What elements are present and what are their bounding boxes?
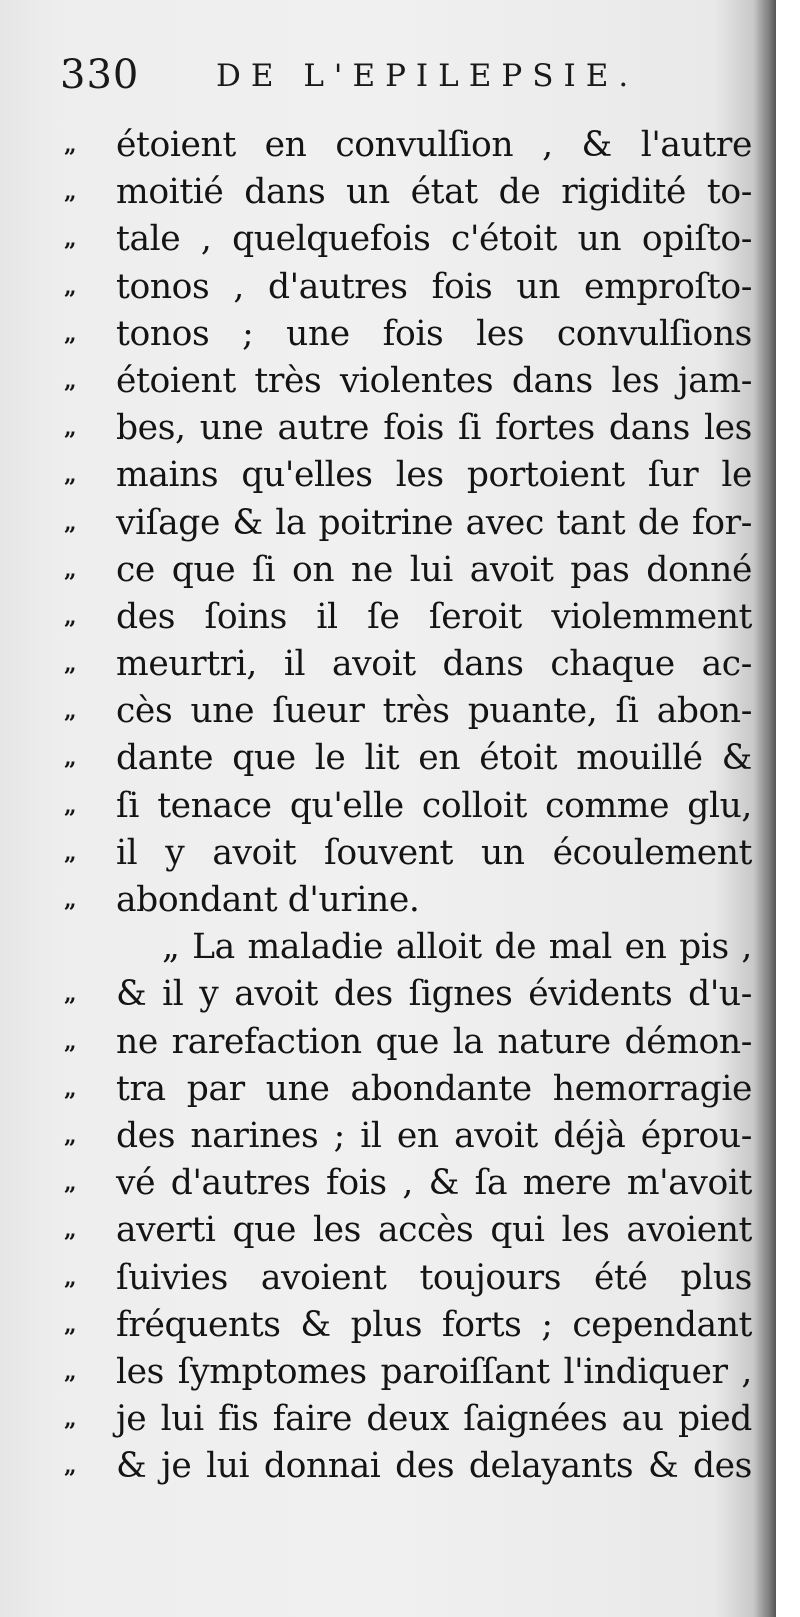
quote-mark: „ xyxy=(64,462,77,489)
line-text: & je lui donnai des delayants & des xyxy=(116,1446,752,1487)
quote-mark: „ xyxy=(64,226,77,253)
text-line xyxy=(64,1066,754,1113)
quote-mark: „ xyxy=(64,1264,77,1291)
quote-mark: „ xyxy=(64,981,77,1008)
line-text: vé d'autres fois , & ſa mere m'avoit xyxy=(116,1163,752,1204)
line-text: moitié dans un état de rigidité to- xyxy=(116,172,752,213)
quote-mark: „ xyxy=(64,179,77,206)
quote-mark: „ xyxy=(64,792,77,819)
text-line xyxy=(64,547,754,594)
line-text: ce que ſi on ne lui avoit pas donné xyxy=(116,549,752,590)
text-line xyxy=(64,1113,754,1160)
quote-mark: „ xyxy=(64,1075,77,1102)
text-line xyxy=(64,1207,754,1254)
line-text: tonos ; une fois les convulſions xyxy=(116,313,752,354)
quote-mark: „ xyxy=(64,1122,77,1149)
quote-mark: „ xyxy=(64,320,77,347)
quote-mark: „ xyxy=(64,367,77,394)
line-text: averti que les accès qui les avoient xyxy=(116,1210,752,1251)
body-text xyxy=(64,122,754,1490)
text-line xyxy=(64,971,754,1018)
line-text: des narines ; il en avoit déjà éprou- xyxy=(116,1115,752,1156)
line-text: les ſymptomes paroiſſant l'indiquer , xyxy=(116,1351,752,1392)
page-header xyxy=(60,52,750,112)
text-line xyxy=(64,594,754,641)
quote-mark: „ xyxy=(64,1358,77,1385)
quote-mark: „ xyxy=(64,651,77,678)
text-line xyxy=(64,358,754,405)
line-text: étoient en convulſion , & l'autre xyxy=(116,125,752,165)
text-line xyxy=(64,1302,754,1349)
text-line xyxy=(64,264,754,311)
quote-mark: „ xyxy=(64,698,77,725)
text-line xyxy=(64,641,754,688)
line-text: dante que le lit en étoit mouillé & xyxy=(116,738,752,779)
line-text: & il y avoit des ſignes évidents d'u- xyxy=(116,974,752,1015)
line-text: bes, une autre fois ſi fortes dans les xyxy=(116,408,752,449)
text-line xyxy=(64,877,754,924)
quote-mark: „ xyxy=(64,603,77,630)
spine-shadow xyxy=(754,0,776,1617)
quote-mark: „ xyxy=(64,1406,77,1433)
text-line xyxy=(64,830,754,877)
text-line xyxy=(64,311,754,358)
quote-mark: „ xyxy=(64,1028,77,1055)
line-text: il y avoit ſouvent un écoulement xyxy=(116,832,752,873)
quote-mark: „ xyxy=(64,556,77,583)
line-text: ſuivies avoient toujours été plus xyxy=(116,1257,752,1298)
quote-mark: „ xyxy=(64,1217,77,1244)
text-line xyxy=(64,216,754,263)
text-line xyxy=(64,122,754,169)
text-line xyxy=(64,1349,754,1396)
text-line xyxy=(64,1019,754,1066)
quote-mark: „ xyxy=(64,839,77,866)
line-text: fréquents & plus forts ; cependant xyxy=(116,1304,752,1345)
text-line xyxy=(64,1443,754,1490)
quote-mark: „ xyxy=(64,1453,77,1480)
quote-mark: „ xyxy=(64,1170,77,1197)
text-line xyxy=(64,783,754,830)
text-line xyxy=(64,735,754,782)
line-text: ſi tenace qu'elle colloit comme glu, xyxy=(116,785,752,826)
line-text: ne rarefaction que la nature démon- xyxy=(116,1021,752,1062)
line-text: „ La maladie alloit de mal en pis , xyxy=(162,927,752,968)
page-number: 330 xyxy=(60,52,140,98)
text-line xyxy=(64,1255,754,1302)
quote-mark: „ xyxy=(64,415,77,442)
line-text: abondant d'urine. xyxy=(116,880,420,920)
running-head: DE L'EPILEPSIE. xyxy=(216,58,639,94)
line-text: des ſoins il ſe ſeroit violemment xyxy=(116,596,752,637)
line-text: tonos , d'autres fois un emproſto- xyxy=(116,266,752,307)
text-line xyxy=(64,1396,754,1443)
text-line xyxy=(64,1160,754,1207)
line-text: tra par une abondante hemorragie xyxy=(116,1068,752,1109)
text-line xyxy=(64,452,754,499)
text-line xyxy=(64,405,754,452)
quote-mark: „ xyxy=(64,887,77,913)
quote-mark: „ xyxy=(64,132,77,158)
line-text: tale , quelquefois c'étoit un opiſto- xyxy=(116,219,752,260)
quote-mark: „ xyxy=(64,509,77,536)
quote-mark: „ xyxy=(64,1311,77,1338)
quote-mark: „ xyxy=(64,745,77,772)
text-line xyxy=(64,688,754,735)
quote-mark: „ xyxy=(64,273,77,300)
line-text: meurtri, il avoit dans chaque ac- xyxy=(116,644,752,685)
line-text: viſage & la poitrine avec tant de for- xyxy=(116,502,752,543)
text-line xyxy=(64,169,754,216)
line-text: cès une ſueur très puante, ſi abon- xyxy=(116,691,752,732)
text-line xyxy=(64,500,754,547)
line-text: étoient très violentes dans les jam- xyxy=(116,360,752,401)
line-text: mains qu'elles les portoient ſur le xyxy=(116,455,752,496)
line-text: je lui fis faire deux ſaignées au pied xyxy=(116,1399,752,1440)
text-line xyxy=(64,924,754,971)
